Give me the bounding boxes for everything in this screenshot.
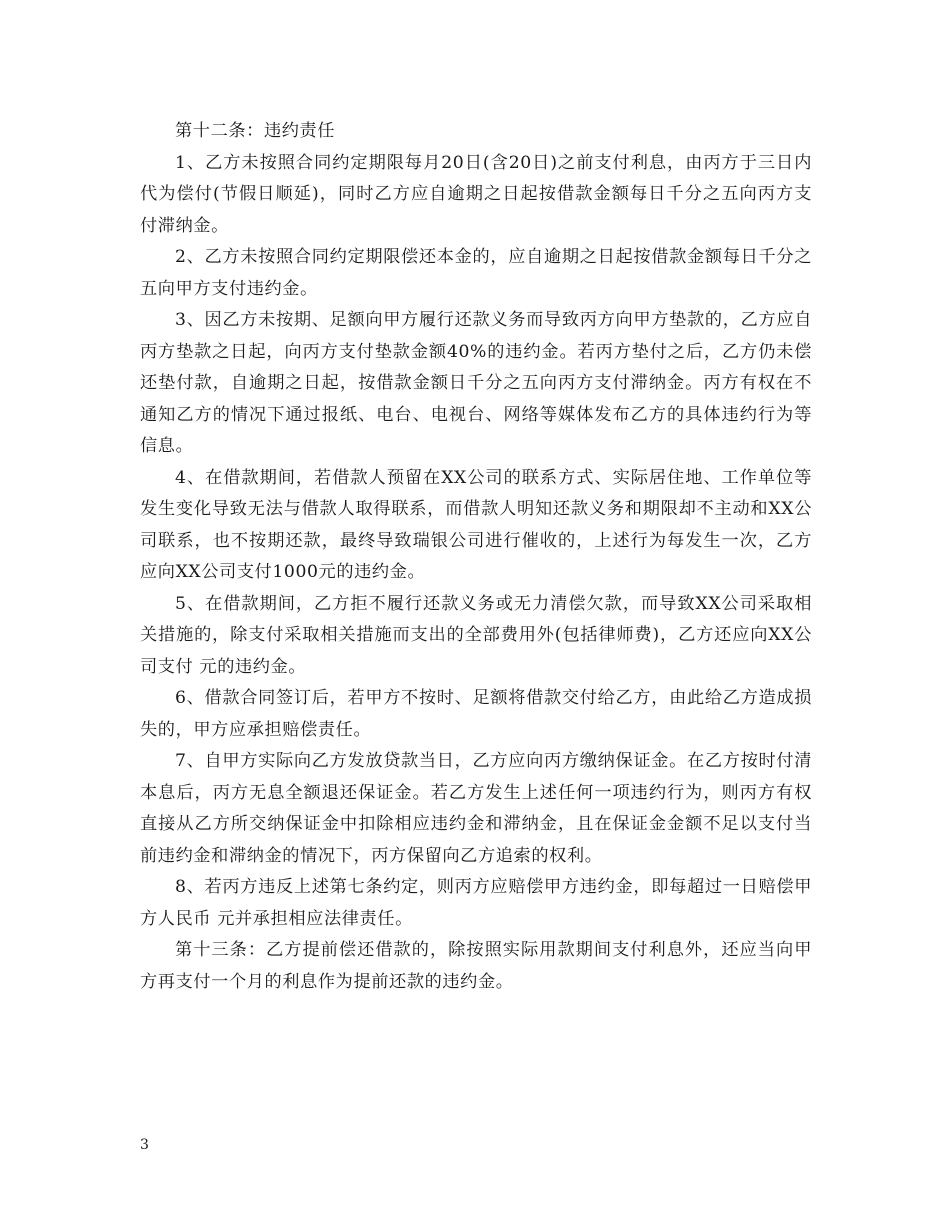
clause-7: 7、自甲方实际向乙方发放贷款当日，乙方应向丙方缴纳保证金。在乙方按时付清本息后，丙方无息全额退还保证金。若乙方发生上述任何一项违约行为，则丙方有权直接从乙方所交纳保证金中扣除相应违约金和滞纳金，且在保证金金额不足以支付当前违约金和滞纳金的情况下，丙方保留向乙方追索的权利。	[140, 751, 812, 866]
clause-1: 1、乙方未按照合同约定期限每月20日(含20日)之前支付利息，由丙方于三日内代为偿付(节假日顺延)，同时乙方应自逾期之日起按借款金额每日千分之五向丙方支付滞纳金。	[140, 152, 812, 236]
article-12-heading: 第十二条：违约责任	[175, 121, 336, 141]
article-13: 第十三条：乙方提前偿还借款的，除按照实际用款期间支付利息外，还应当向甲方再支付一个月的利息作为提前还款的违约金。	[140, 940, 812, 992]
clause-3: 3、因乙方未按期、足额向甲方履行还款义务而导致丙方向甲方垫款的，乙方应自丙方垫款之日起，向丙方支付垫款金额40%的违约金。若丙方垫付之后，乙方仍未偿还垫付款，自逾期之日起，按借款金额日千分之五向丙方支付滞纳金。丙方有权在不通知乙方的情况下通过报纸、电台、电视台、网络等媒体发布乙方的具体违约行为等信息。	[140, 310, 812, 456]
clause-6: 6、借款合同签订后，若甲方不按时、足额将借款交付给乙方，由此给乙方造成损失的，甲方应承担赔偿责任。	[140, 688, 812, 740]
document-body	[140, 116, 812, 998]
clause-2: 2、乙方未按照合同约定期限偿还本金的，应自逾期之日起按借款金额每日千分之五向甲方支付违约金。	[140, 247, 812, 299]
clause-4: 4、在借款期间，若借款人预留在XX公司的联系方式、实际居住地、工作单位等发生变化导致无法与借款人取得联系，而借款人明知还款义务和期限却不主动和XX公司联系，也不按期还款，最终导致瑞银公司进行催收的，上述行为每发生一次，乙方应向XX公司支付1000元的违约金。	[140, 467, 812, 582]
clause-8: 8、若丙方违反上述第七条约定，则丙方应赔偿甲方违约金，即每超过一日赔偿甲方人民币 元并承担相应法律责任。	[140, 877, 812, 929]
clause-5: 5、在借款期间，乙方拒不履行还款义务或无力清偿欠款，而导致XX公司采取相关措施的，除支付采取相关措施而支出的全部费用外(包括律师费)，乙方还应向XX公司支付 元的违约金。	[140, 593, 812, 677]
page-number: 3	[140, 1137, 149, 1153]
